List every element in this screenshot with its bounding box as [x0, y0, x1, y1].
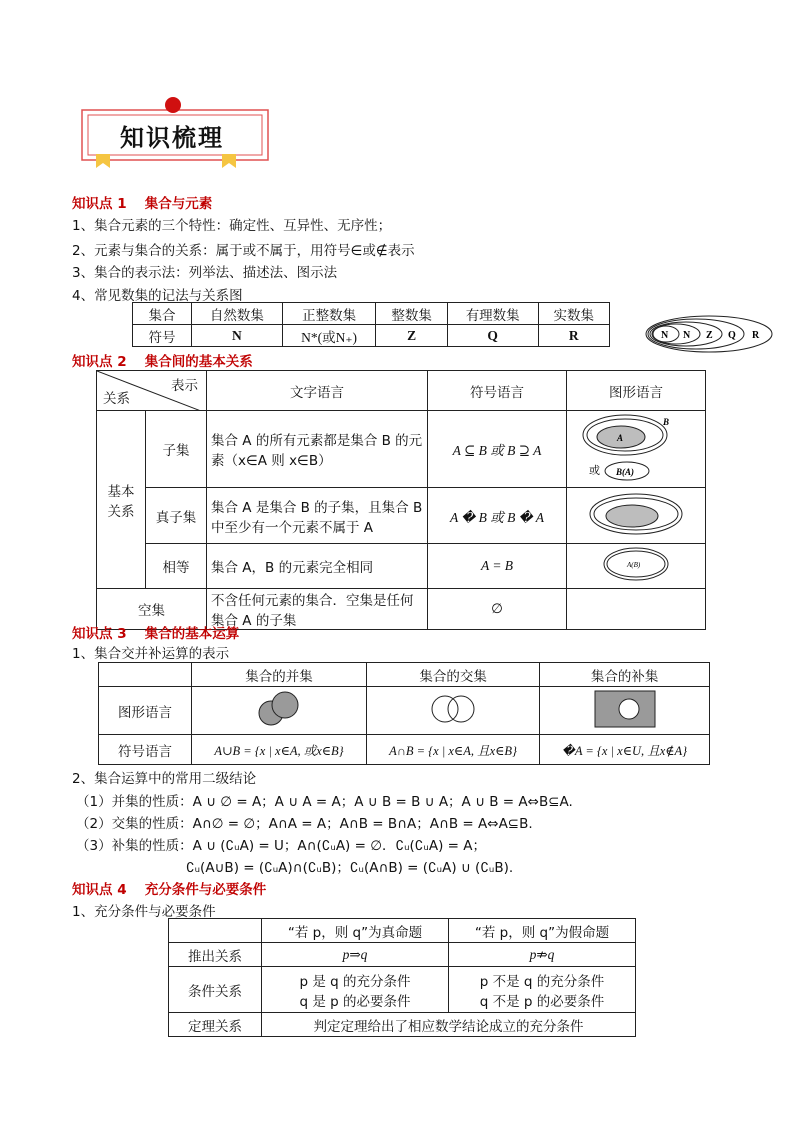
section-heading-1: 知识点 1 集合与元素 [72, 196, 213, 212]
theorem-cell: 判定定理给出了相应数学结论成立的充分条件 [262, 1013, 636, 1037]
complement-diagram-cell [540, 687, 710, 735]
row-text: 集合 A，B 的元素完全相同 [207, 544, 428, 589]
k4-sub: 1、充分条件与必要条件 [72, 904, 216, 920]
venn-subset [567, 411, 706, 488]
k3-sub-2: 2、集合运算中的常用二级结论 [72, 771, 257, 787]
section-heading-4: 知识点 4 充分条件与必要条件 [72, 882, 267, 898]
row-label: 真子集 [146, 488, 207, 544]
union-diagram [249, 689, 309, 729]
complement-diagram [593, 689, 657, 729]
row-symbol: ∅ [428, 589, 567, 630]
cell: 集合 [133, 303, 192, 325]
empty-cell [567, 589, 706, 630]
row-label: 图形语言 [99, 687, 192, 735]
venn-proper-subset [567, 488, 706, 544]
cell: 有理数集 [447, 303, 538, 325]
row-text: 不含任何元素的集合．空集是任何集合 A 的子集 [207, 589, 428, 630]
group-label: 基本关系 [97, 411, 146, 589]
cell: 实数集 [538, 303, 609, 325]
subset-diagram [571, 411, 701, 483]
set-operations-table [98, 662, 710, 765]
header-cell: 集合的并集 [192, 663, 367, 687]
condition-cell-false [449, 967, 636, 1013]
complement-properties: （3）补集的性质：A ∪ (∁ᵤA) = U；A∩(∁ᵤA) = ∅．∁ᵤ(∁ᵤA) = A； [76, 838, 486, 854]
formula-intersection: A∩B = {x | x∈A, 且x∈B} [367, 735, 540, 765]
empty-header-cell [99, 663, 192, 687]
k3-sub-1: 1、集合交并补运算的表示 [72, 646, 230, 662]
row-symbol: A � B 或 B � A [428, 488, 567, 544]
nested-label: Q [728, 330, 736, 341]
row-text: 集合 A 是集合 B 的子集，且集合 B 中至少有一个元素不属于 A [207, 488, 428, 544]
complement-properties-2: ∁ᵤ(A∪B) = (∁ᵤA)∩(∁ᵤB)；∁ᵤ(A∩B) = (∁ᵤA) ∪ (∁ᵤB). [186, 860, 514, 876]
cell: 正整数集 [282, 303, 376, 325]
nested-label: N [661, 330, 669, 341]
venn-equal [567, 544, 706, 589]
header-cell: 文字语言 [207, 371, 428, 411]
cell: Q [447, 325, 538, 347]
condition-cell-true [262, 967, 449, 1013]
banner-title: 知识梳理 [120, 124, 224, 152]
row-text: 集合 A 的所有元素都是集合 B 的元素（x∈A 则 x∈B） [207, 411, 428, 488]
corner-cell [97, 371, 207, 411]
formula-union: A∪B = {x | x∈A, 或x∈B} [192, 735, 367, 765]
header-cell: “若 p，则 q”为真命题 [262, 919, 449, 943]
intersection-diagram [423, 689, 483, 729]
corner-bottom-label: 关系 [103, 391, 130, 407]
conditions-table [168, 918, 636, 1037]
row-label: 符号语言 [99, 735, 192, 765]
k1-line-1: 1、集合元素的三个特性：确定性、互异性、无序性； [72, 218, 392, 234]
cell: 符号 [133, 325, 192, 347]
intersection-properties: （2）交集的性质：A∩∅ = ∅；A∩A = A；A∩B = B∩A；A∩B = A⇔A⊆B. [76, 816, 533, 832]
proper-subset-diagram [576, 490, 696, 538]
row-label: 相等 [146, 544, 207, 589]
corner-top-label: 表示 [171, 378, 198, 394]
k1-line-4: 4、常见数集的记法与关系图 [72, 288, 243, 304]
header-cell: 集合的交集 [367, 663, 540, 687]
venn-label-b: B [663, 417, 670, 427]
equal-diagram [596, 544, 676, 584]
section-heading-2: 知识点 2 集合间的基本关系 [72, 354, 253, 370]
cell: N [192, 325, 283, 347]
row-symbol: A = B [428, 544, 567, 589]
number-sets-nested-diagram [644, 314, 774, 354]
implication-cell: p⇒q [262, 943, 449, 967]
intersection-diagram-cell [367, 687, 540, 735]
number-sets-table [132, 302, 610, 347]
venn-label-a: A [617, 433, 624, 443]
row-label: 推出关系 [169, 943, 262, 967]
cell: 整数集 [376, 303, 447, 325]
cell: N*(或N₊) [282, 325, 376, 347]
row-symbol: A ⊆ B 或 B ⊇ A [428, 411, 567, 488]
section-heading-3: 知识点 3 集合的基本运算 [72, 626, 240, 642]
cell: 自然数集 [192, 303, 283, 325]
row-label: 空集 [97, 589, 207, 630]
header-cell: 集合的补集 [540, 663, 710, 687]
k1-line-3: 3、集合的表示法：列举法、描述法、图示法 [72, 265, 338, 281]
cell: Z [376, 325, 447, 347]
header-cell: “若 p，则 q”为假命题 [449, 919, 636, 943]
venn-label-equal: A(B) [627, 561, 641, 569]
nested-label: N [683, 330, 691, 341]
non-implication-cell: p⇏q [449, 943, 636, 967]
nested-label: R [752, 330, 760, 341]
empty-header-cell [169, 919, 262, 943]
nested-label: Z [706, 330, 713, 341]
row-label: 条件关系 [169, 967, 262, 1013]
formula-complement: �A = {x | x∈U, 且x∉A} [540, 735, 710, 765]
condition-line: p 是 q 的充分条件 [299, 973, 411, 990]
cell: R [538, 325, 609, 347]
row-label: 定理关系 [169, 1013, 262, 1037]
row-label: 子集 [146, 411, 207, 488]
union-properties: （1）并集的性质：A ∪ ∅ = A；A ∪ A = A；A ∪ B = B ∪ A；A ∪ B = A⇔B⊆A. [76, 794, 573, 810]
condition-line: q 是 p 的必要条件 [299, 993, 411, 1010]
condition-line: p 不是 q 的充分条件 [479, 973, 605, 990]
condition-line: q 不是 p 的必要条件 [479, 993, 605, 1010]
venn-label-ab: B(A) [616, 467, 634, 477]
header-cell: 图形语言 [567, 371, 706, 411]
or-label: 或 [589, 464, 600, 477]
banner [80, 96, 268, 166]
union-diagram-cell [192, 687, 367, 735]
k1-line-2: 2、元素与集合的关系：属于或不属于，用符号∈或∉表示 [72, 243, 415, 259]
header-cell: 符号语言 [428, 371, 567, 411]
set-relations-table [96, 370, 706, 630]
